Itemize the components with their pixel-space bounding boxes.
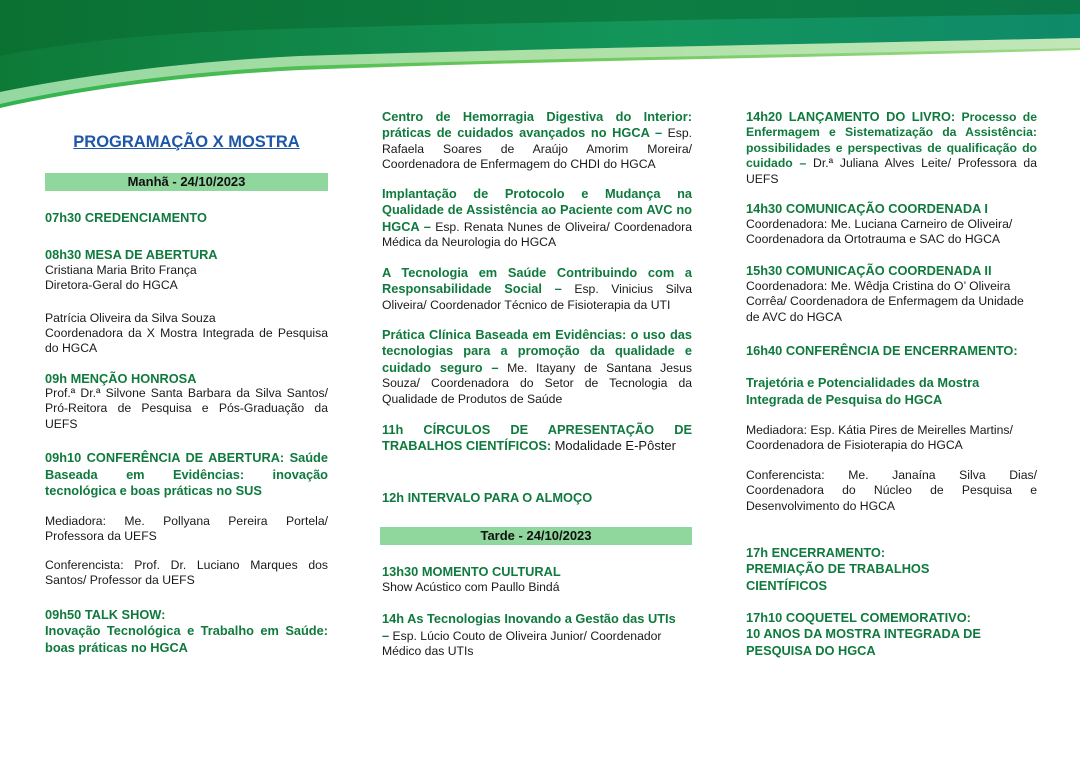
mencao-heading: 09h MENÇÃO HONROSA <box>45 371 197 386</box>
livro-block <box>746 109 1037 187</box>
hemorragia-title: Centro de Hemorragia Digestiva do Interior: práticas de cuidados avançados no HGCA – <box>382 109 692 141</box>
protocolo-block <box>382 186 692 251</box>
mencao-text: Prof.ª Dr.ª Silvone Santa Barbara da Silva Santos/ Pró-Reitora de Pesquisa e Pós-Graduação da UEFS <box>45 386 328 431</box>
hemorragia-block <box>382 109 692 173</box>
section-morning: Manhã - 24/10/2023 <box>45 173 328 191</box>
tecnologia-title: A Tecnologia em Saúde Contribuindo com a Responsabilidade Social – <box>382 265 692 297</box>
talk-show-heading: 09h50 TALK SHOW: <box>45 607 166 622</box>
conferencia-conferencista: Conferencista: Prof. Dr. Luciano Marques dos Santos/ Professor da UEFS <box>45 558 328 588</box>
coquetel-subtitle: 10 ANOS DA MOSTRA INTEGRADA DE PESQUISA DO HGCA <box>746 626 981 658</box>
pratica-title: Prática Clínica Baseada em Evidências: o uso das tecnologias para a promoção da qualidade e cuidado seguro – <box>382 327 692 375</box>
abertura-person-1-name: Cristiana Maria Brito França <box>45 263 197 277</box>
pratica-text: Me. Itayany de Santana Jesus Souza/ Coordenadora do Setor de Tecnologia da Qualidade de Produtos de Saúde <box>382 360 692 406</box>
livro-author: Dr.ª Juliana Alves Leite/ Professora da UEFS <box>746 156 1037 186</box>
encerramento-mediadora: Mediadora: Esp. Kátia Pires de Meirelles Martins/ Coordenadora de Fisioterapia do HGCA <box>746 423 1013 453</box>
pratica-block <box>382 327 692 407</box>
page-title: PROGRAMAÇÃO X MOSTRA <box>73 133 300 151</box>
circulos-text: Modalidade E-Pôster <box>554 438 676 454</box>
utis-text: Esp. Lúcio Couto de Oliveira Junior/ Coordenador Médico das UTIs <box>382 628 662 658</box>
coquetel-heading: 17h10 COQUETEL COMEMORATIVO: <box>746 610 971 625</box>
utis-block <box>382 611 682 659</box>
utis-title: 14h As Tecnologias Inovando a Gestão das UTIs – <box>382 611 676 643</box>
encerramento-conferencia-heading: 16h40 CONFERÊNCIA DE ENCERRAMENTO: <box>746 343 1018 358</box>
hemorragia-text: Esp. Rafaela Soares de Araújo Amorim Moreira/ Coordenadora de Enfermagem do CHDI do HGCA <box>382 126 692 172</box>
encerramento-conferencista: Conferencista: Me. Janaína Silva Dias/ Coordenadora do Núcleo de Pesquisa e Desenvolvimento do HGCA <box>746 468 1037 513</box>
abertura-person-2-role: Coordenadora da X Mostra Integrada de Pesquisa do HGCA <box>45 326 328 356</box>
abertura-person-1-role: Diretora-Geral do HGCA <box>45 278 178 292</box>
comunicacao-1-heading: 14h30 COMUNICAÇÃO COORDENADA I <box>746 201 988 216</box>
abertura-heading: 08h30 MESA DE ABERTURA <box>45 247 218 262</box>
intervalo-heading: 12h INTERVALO PARA O ALMOÇO <box>382 490 593 505</box>
encerramento-heading: 17h ENCERRAMENTO: <box>746 545 886 560</box>
protocolo-title: Implantação de Protocolo e Mudança na Qualidade de Assistência ao Paciente com AVC no HGCA – <box>382 186 692 234</box>
circulos-block <box>382 422 692 455</box>
comunicacao-2-text: Coordenadora: Me. Wêdja Cristina do O’ Oliveira Corrêa/ Coordenadora de Enfermagem da Unidade de AVC do HGCA <box>746 279 1024 324</box>
conferencia-mediadora: Mediadora: Me. Pollyana Pereira Portela/ Professora da UEFS <box>45 514 328 544</box>
cultural-heading: 13h30 MOMENTO CULTURAL <box>382 564 561 579</box>
abertura-person-2-name: Patrícia Oliveira da Silva Souza <box>45 311 216 325</box>
talk-show-subtitle: Inovação Tecnológica e Trabalho em Saúde: boas práticas no HGCA <box>45 623 328 655</box>
premiacao-heading: PREMIAÇÃO DE TRABALHOS CIENTÍFICOS <box>746 561 930 593</box>
comunicacao-2-heading: 15h30 COMUNICAÇÃO COORDENADA II <box>746 263 992 278</box>
credenciamento-heading: 07h30 CREDENCIAMENTO <box>45 210 207 225</box>
tecnologia-block <box>382 265 692 313</box>
conferencia-abertura-heading: 09h10 CONFERÊNCIA DE ABERTURA: Saúde Baseada em Evidências: inovação tecnológica e boas práticas no SUS <box>45 450 328 498</box>
livro-book-title: Processo de Enfermagem e Sistematização da Assistência: possibilidades e perspectivas de qualificação do cuidado – <box>746 110 1037 171</box>
protocolo-text: Esp. Renata Nunes de Oliveira/ Coordenadora Médica da Neurologia do HGCA <box>382 219 692 250</box>
tecnologia-text: Esp. Vinicius Silva Oliveira/ Coordenador Técnico de Fisioterapia da UTI <box>382 282 693 312</box>
encerramento-conferencia-subtitle: Trajetória e Potencialidades da Mostra Integrada de Pesquisa do HGCA <box>746 375 980 407</box>
comunicacao-1-text: Coordenadora: Me. Luciana Carneiro de Oliveira/ Coordenadora da Ortotrauma e SAC do HGCA <box>746 217 1013 247</box>
section-afternoon: Tarde - 24/10/2023 <box>380 527 692 545</box>
circulos-title: 11h CÍRCULOS DE APRESENTAÇÃO DE TRABALHOS CIENTÍFICOS: <box>382 422 692 454</box>
livro-heading: 14h20 LANÇAMENTO DO LIVRO: <box>746 109 956 124</box>
cultural-text: Show Acústico com Paullo Bindá <box>382 580 560 594</box>
